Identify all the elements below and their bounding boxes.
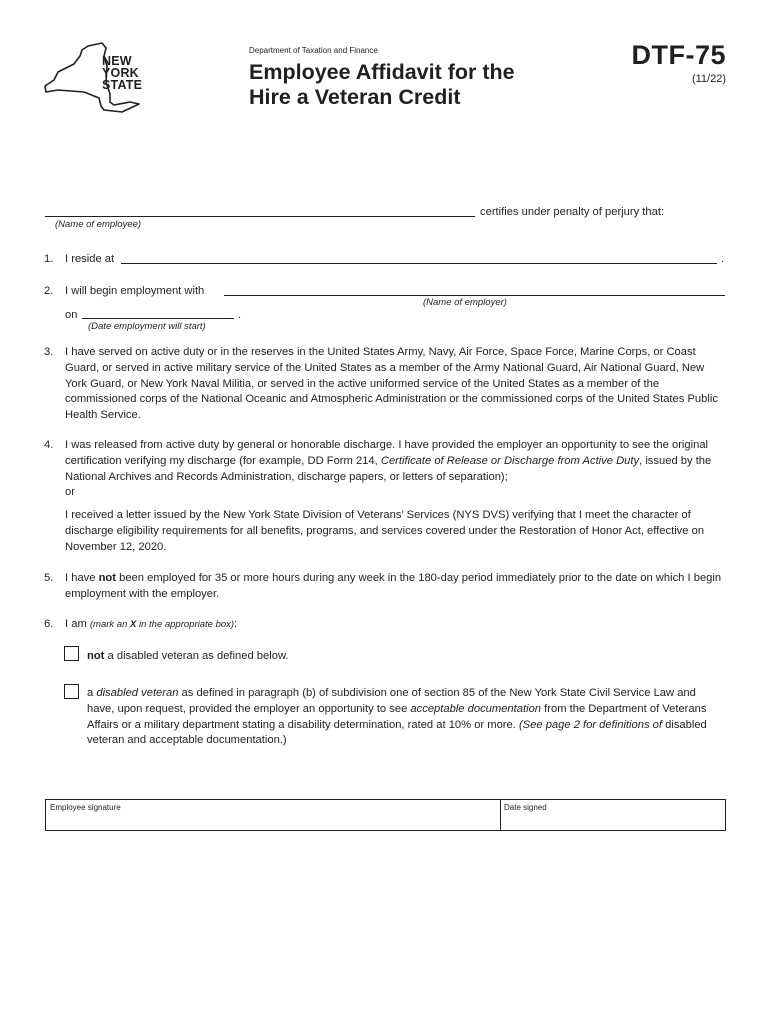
item-1-text: I reside at (65, 253, 115, 265)
item-5-bold: not (98, 572, 116, 584)
option-2-text (87, 686, 725, 749)
signature-box (45, 799, 726, 831)
option-2-mid: as defined in paragraph (b) of subdivision one of section 85 of the New York State Civil Service Law and have, upon request, provided the employer an opportunity to see (87, 687, 696, 715)
item-4-paragraph-2: I received a letter issued by the New York State Division of Veterans’ Services (NYS DVS) verifying that I meet the character of discharge eligibility requirements for all benefits, programs, and services covered under the Restoration of Honor Act, effective on November 12, 2020. (65, 509, 705, 553)
start-date-caption: (Date employment will start) (88, 321, 206, 332)
item-6-pre: I am (65, 618, 90, 630)
item-5-number: 5. (44, 572, 54, 584)
option-2-italic-3: (See page 2 for definitions of (518, 718, 662, 731)
logo-text-york: YORK (102, 66, 139, 80)
employee-signature-label: Employee signature (50, 803, 121, 812)
item-3-number: 3. (44, 346, 54, 358)
certifies-text: certifies under penalty of perjury that: (480, 206, 665, 218)
item-6-instr-post: in the appropriate box) (136, 619, 235, 630)
option-1-rest: a disabled veteran as defined below. (104, 650, 289, 662)
employee-name-field[interactable] (45, 216, 475, 217)
item-6-number: 6. (44, 618, 54, 630)
item-2-on-text: on (65, 309, 78, 321)
item-1 (44, 252, 726, 268)
item-4-part-1: I was released from active duty by general or honorable discharge. I have provided the employer an opportunity to see the original certification verifying my discharge (for example, DD Form 214, (65, 439, 709, 467)
item-2-text: I will begin employment with (65, 285, 205, 297)
item-1-period: . (721, 253, 725, 265)
item-2-period: . (238, 309, 242, 321)
item-3-text: I have served on active duty or in the reserves in the United States Army, Navy, Air Force, Space Force, Marine Corps, or Coast Guard, or served in active military service of the United States as a member of the Army National Guard, Air National Guard, New York Guard, or New York Naval Militia, or served in the active uniformed service of the United States as a member of the commissioned corps of the National Oceanic and Atmospheric Administration or the commissioned corps of the United States Public Health Service. (65, 346, 718, 422)
item-4-or: or (65, 486, 75, 498)
form-revision: (11/22) (691, 73, 726, 85)
option-2-italic: disabled veteran (96, 687, 179, 699)
item-6-instruction (90, 619, 234, 630)
item-2-number: 2. (44, 285, 54, 297)
option-2-pre: a (87, 687, 97, 699)
item-2 (44, 284, 726, 300)
nys-logo (44, 42, 154, 114)
employee-name-caption: (Name of employee) (55, 219, 142, 230)
option-1-bold: not (87, 650, 105, 662)
title-line-2: Hire a Veteran Credit (249, 85, 461, 109)
date-signed-label: Date signed (504, 803, 547, 812)
employer-name-field[interactable] (224, 295, 725, 296)
page-title (249, 60, 579, 110)
item-6-text (65, 617, 237, 633)
item-4-paragraph-1 (65, 438, 726, 485)
item-1-number: 1. (44, 253, 54, 265)
item-6-instr-x: X (130, 619, 137, 630)
title-line-1: Employee Affidavit for the (249, 60, 515, 84)
employer-name-caption: (Name of employer) (423, 297, 507, 308)
disabled-veteran-checkbox[interactable] (64, 684, 79, 699)
option-2-italic-2: acceptable documentation (410, 702, 542, 715)
item-6-instr-pre: (mark an (89, 619, 130, 630)
item-6-colon: : (234, 618, 238, 630)
item-6 (44, 617, 726, 633)
logo-text-state: STATE (102, 78, 143, 92)
not-disabled-veteran-checkbox[interactable] (64, 646, 79, 661)
item-5-text (65, 571, 726, 603)
residence-address-field[interactable] (121, 263, 717, 264)
item-4-number: 4. (44, 439, 54, 451)
option-2-mid-2: from the Department of Veterans Affairs or a military department stating a disability determination, rated at 10% or more. (87, 702, 707, 731)
item-5-pre: I have (65, 572, 99, 584)
option-1-text (87, 649, 289, 665)
department-name: Department of Taxation and Finance (249, 46, 378, 55)
item-4-form-title: Certificate of Release or Discharge from Active Duty (380, 454, 640, 467)
item-4-part-1-end: , issued by the National Archives and Records Administration, discharge papers, or letters of separation); (65, 454, 712, 483)
logo-text-new: NEW (102, 54, 132, 68)
item-5-post: been employed for 35 or more hours during any week in the 180-day period immediately prior to the date on which I begin employment with the employer. (65, 572, 722, 600)
form-number: DTF-75 (631, 40, 726, 70)
option-2-end: disabled veteran and acceptable documentation.) (87, 718, 707, 747)
employment-start-date-field[interactable] (82, 318, 234, 319)
